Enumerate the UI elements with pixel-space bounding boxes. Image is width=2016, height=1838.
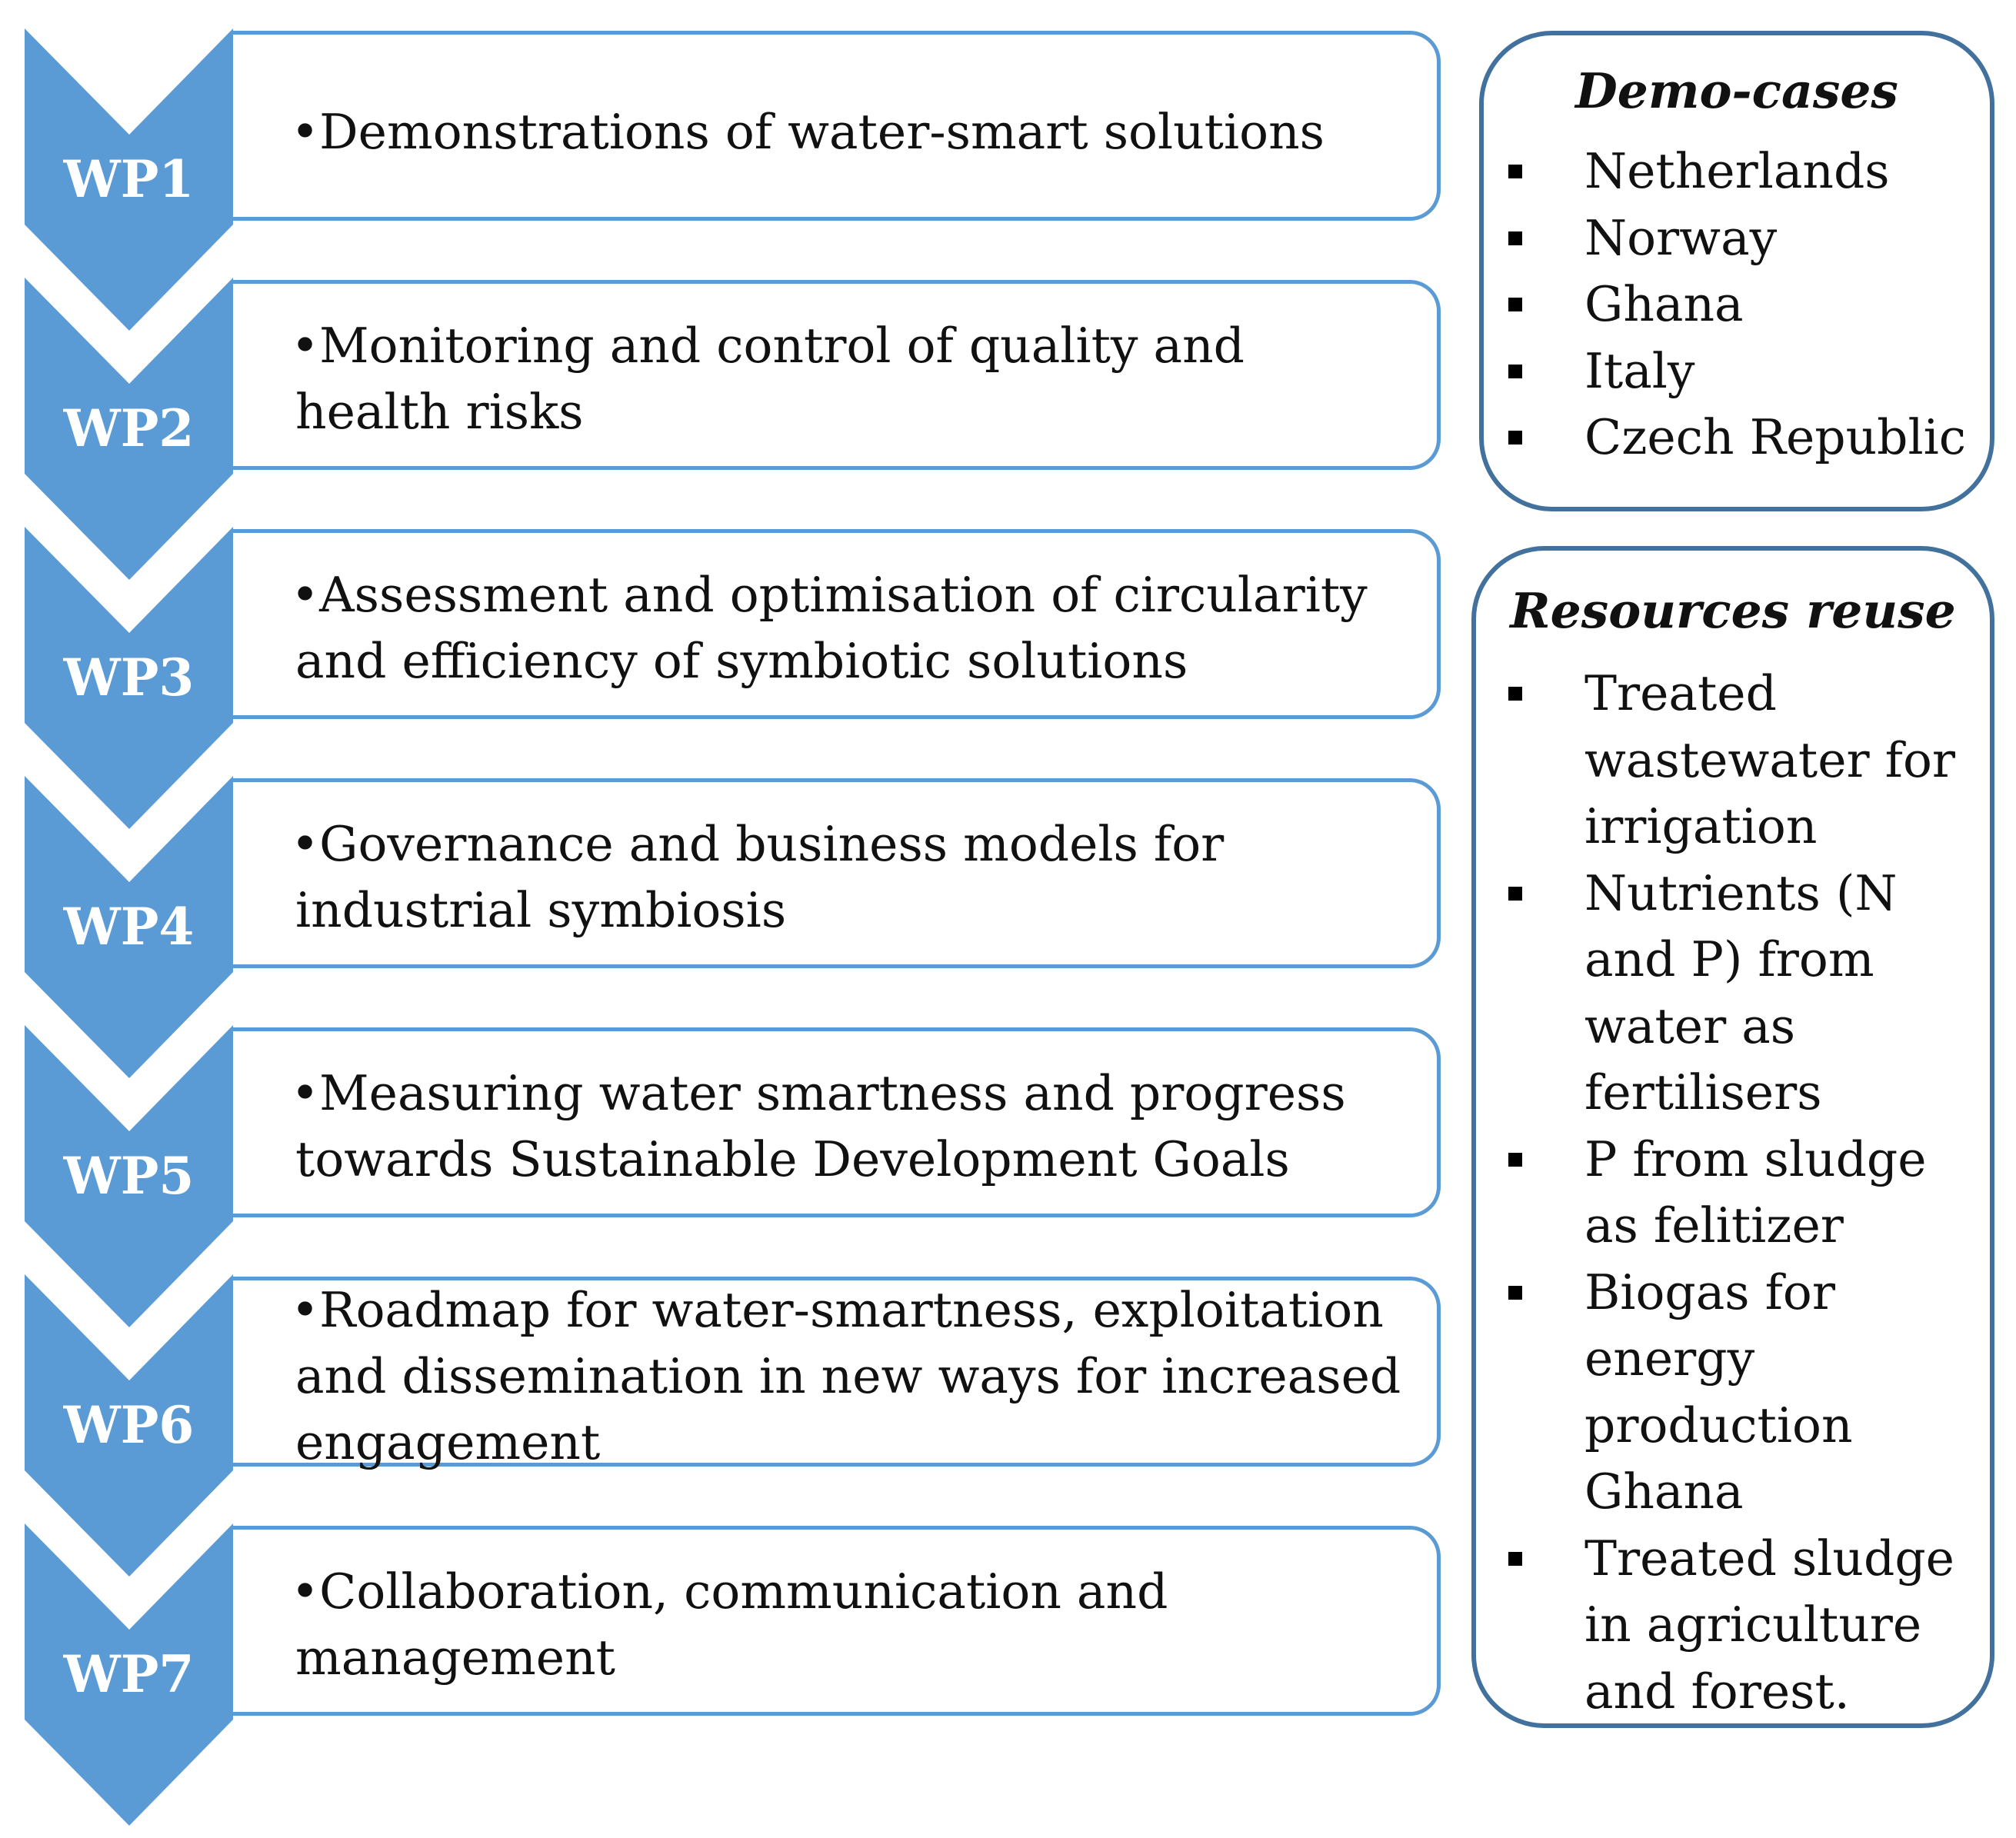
list-item <box>1481 405 1990 471</box>
demo-cases-title: Demo-cases <box>1575 62 1898 119</box>
wp-description-box <box>233 280 1441 470</box>
wp-description: •Demonstrations of water-smart solutions <box>291 104 1325 160</box>
demo-case-name: Czech Republic <box>1584 409 1967 465</box>
list-item <box>1481 205 1990 272</box>
demo-cases-list <box>1481 138 1990 471</box>
square-bullet-icon <box>1508 1153 1522 1167</box>
wp-description: •Monitoring and control of quality and health risks <box>291 318 1245 440</box>
wp-description: •Measuring water smartness and progress towards Sustainable Development Goals <box>291 1065 1346 1187</box>
list-item <box>1481 1526 1959 1726</box>
wp-description: •Roadmap for water-smartness, exploitation and dissemination in new ways for increased engagement <box>291 1282 1401 1470</box>
wp-description-box <box>233 529 1441 719</box>
resources-reuse-box <box>1471 546 1994 1728</box>
wp-label: WP4 <box>63 897 195 957</box>
list-item <box>1481 1127 1959 1260</box>
wp-label: WP5 <box>63 1146 195 1206</box>
resource-item: Treated wastewater for irrigation <box>1584 665 1956 854</box>
list-item <box>1481 271 1990 338</box>
demo-cases-box <box>1479 31 1994 511</box>
resource-item: Treated sludge in agriculture and forest. <box>1584 1530 1954 1720</box>
list-item <box>1481 661 1959 861</box>
resources-reuse-list <box>1481 661 1959 1725</box>
wp-description-box <box>233 778 1441 968</box>
resource-item: P from sludge as felitizer <box>1584 1130 1927 1254</box>
wp-description: •Assessment and optimisation of circularity and efficiency of symbiotic solutions <box>291 567 1368 689</box>
demo-case-name: Ghana <box>1584 276 1744 332</box>
demo-case-name: Netherlands <box>1584 143 1890 199</box>
resource-item: Nutrients (N and P) from water as fertilisers <box>1584 864 1898 1120</box>
demo-case-name: Norway <box>1584 209 1778 266</box>
wp-description-box <box>233 1277 1441 1470</box>
square-bullet-icon <box>1508 431 1522 445</box>
demo-case-name: Italy <box>1584 342 1695 399</box>
wp-description-box <box>233 1526 1441 1716</box>
resource-item: Biogas for energy production Ghana <box>1584 1264 1853 1520</box>
wp-description: •Collaboration, communication and management <box>291 1563 1168 1686</box>
wp-label: WP7 <box>63 1644 195 1704</box>
resources-reuse-title: Resources reuse <box>1510 582 1956 639</box>
wp-description-box <box>233 1027 1441 1217</box>
wp-label: WP2 <box>63 398 195 458</box>
list-item <box>1481 1260 1959 1526</box>
wp-description: •Governance and business models for industrial symbiosis <box>291 816 1225 938</box>
wp-label: WP6 <box>63 1395 195 1455</box>
wp-description-box <box>233 31 1441 221</box>
square-bullet-icon <box>1508 687 1522 701</box>
wp-label: WP3 <box>63 648 195 708</box>
square-bullet-icon <box>1508 887 1522 901</box>
square-bullet-icon <box>1508 231 1522 245</box>
square-bullet-icon <box>1508 1286 1522 1300</box>
list-item <box>1481 138 1990 205</box>
wp-label: WP1 <box>63 149 195 209</box>
square-bullet-icon <box>1508 365 1522 378</box>
square-bullet-icon <box>1508 298 1522 311</box>
square-bullet-icon <box>1508 165 1522 178</box>
square-bullet-icon <box>1508 1552 1522 1566</box>
list-item <box>1481 338 1990 405</box>
list-item <box>1481 861 1959 1127</box>
